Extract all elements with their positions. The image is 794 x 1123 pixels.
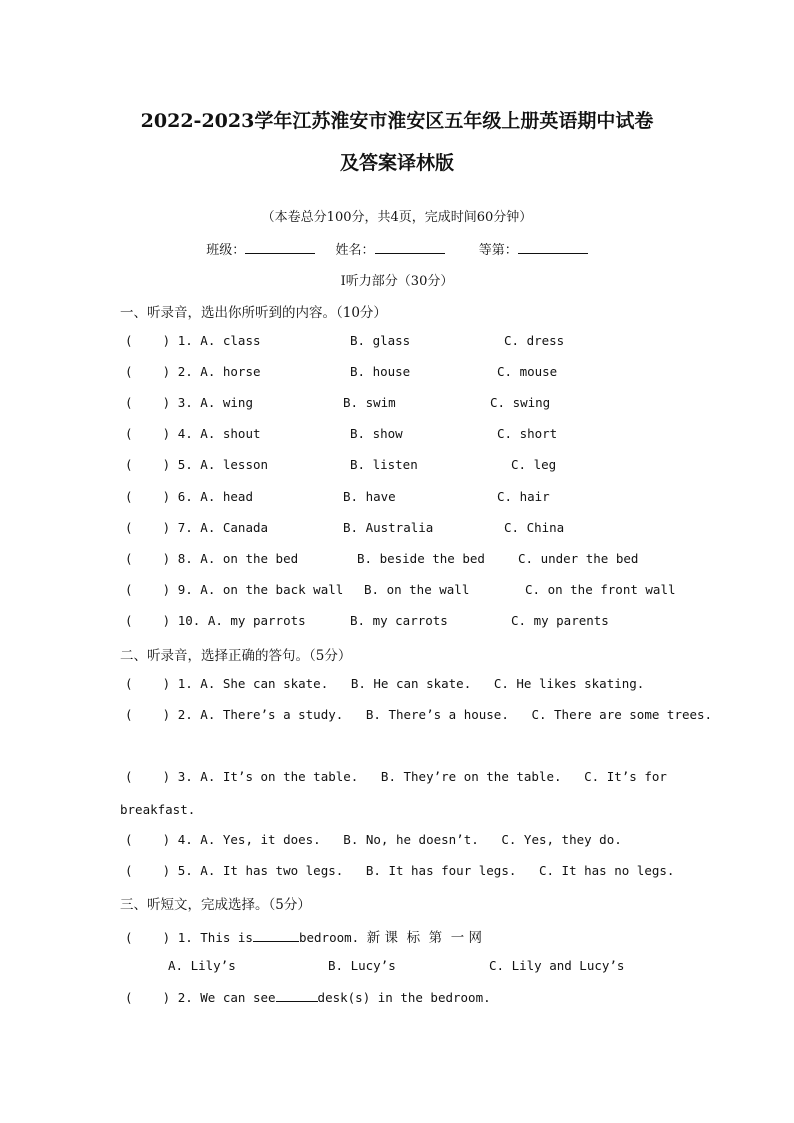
question-number: 4. — [177, 832, 193, 847]
option-c: C. my parents — [511, 613, 609, 628]
option-c: C. hair — [497, 489, 550, 504]
answer-paren-open: ( — [125, 990, 133, 1005]
option-a: A. It’s on the table. — [200, 769, 359, 784]
option-b: B. It has four legs. — [365, 863, 517, 878]
option-c: C. It has no legs. — [538, 863, 675, 878]
name-label: 姓名： — [335, 243, 375, 258]
q2-stem-end: desk(s) in the bedroom. — [317, 990, 491, 1005]
watermark-text: 新 课 标 第 一 网 — [366, 930, 483, 946]
answer-paren[interactable]: ( — [125, 489, 133, 504]
option-a: A. It has two legs. — [200, 863, 344, 878]
answer-paren-close: ) — [162, 613, 171, 628]
grade-field[interactable] — [518, 240, 588, 254]
answer-paren[interactable]: ( — [125, 832, 133, 847]
answer-paren-close: ) — [162, 707, 171, 722]
answer-paren[interactable]: ( — [125, 769, 133, 784]
option-c: C. Yes, they do. — [501, 832, 622, 847]
option-c: C. leg — [511, 457, 557, 472]
exam-title-line1: 2022-2023学年江苏淮安市淮安区五年级上册英语期中试卷 — [140, 110, 654, 132]
option-c: C. on the front wall — [525, 582, 676, 597]
answer-paren[interactable]: ( — [125, 333, 133, 348]
option-a: A. Yes, it does. — [200, 832, 321, 847]
answer-paren[interactable]: ( — [125, 395, 133, 410]
answer-paren-close: ) — [162, 676, 171, 691]
option-c: C. There are some trees. — [531, 707, 713, 722]
answer-paren[interactable]: ( — [125, 613, 133, 628]
answer-paren-close: ) — [162, 364, 171, 379]
option-c: C. dress — [504, 333, 565, 348]
section3-q1 — [125, 926, 482, 946]
answer-paren-close: ) — [162, 395, 171, 410]
class-field[interactable] — [245, 240, 315, 254]
section3-q1-optB: B. Lucy’s — [328, 958, 396, 973]
option-a: A. my parrots — [207, 613, 306, 628]
q1-stem-start: 1. This is — [177, 930, 253, 945]
option-b: B. He can skate. — [350, 676, 472, 691]
option-b: B. listen — [350, 457, 418, 472]
answer-paren[interactable]: ( — [125, 520, 133, 535]
option-c: C. swing — [490, 395, 551, 410]
option-a: A. shout — [200, 426, 261, 441]
option-b: B. glass — [350, 333, 411, 348]
answer-paren[interactable]: ( — [125, 863, 133, 878]
option-b: B. beside the bed — [357, 551, 485, 566]
option-c: C. It’s for — [584, 769, 667, 784]
answer-paren-close: ) — [162, 863, 171, 878]
question-number: 4. — [177, 426, 193, 441]
q2-blank[interactable] — [276, 988, 318, 1002]
option-b: B. show — [350, 426, 403, 441]
option-b: B. on the wall — [364, 582, 470, 597]
part1-header: I听力部分（30分） — [340, 274, 454, 289]
option-c: C. short — [497, 426, 558, 441]
option-a: A. There’s a study. — [200, 707, 344, 722]
option-a: A. She can skate. — [200, 676, 329, 691]
answer-paren-close: ) — [162, 426, 171, 441]
question-number: 1. — [177, 676, 193, 691]
answer-paren-close: ) — [162, 489, 171, 504]
option-a: A. on the back wall — [200, 582, 344, 597]
option-b: B. They’re on the table. — [380, 769, 562, 784]
student-info-fields — [0, 239, 794, 258]
answer-paren-close: ) — [162, 582, 171, 597]
option-a: A. horse — [200, 364, 261, 379]
question-number: 1. — [177, 333, 193, 348]
answer-paren[interactable]: ( — [125, 364, 133, 379]
option-b: B. Australia — [343, 520, 434, 535]
option-c: C. mouse — [497, 364, 558, 379]
question-number: 3. — [177, 769, 193, 784]
question-number: 2. — [177, 364, 193, 379]
answer-paren[interactable]: ( — [125, 707, 133, 722]
option-b: B. No, he doesn’t. — [343, 832, 479, 847]
question-number: 7. — [177, 520, 193, 535]
answer-paren-close: ) — [162, 333, 171, 348]
option-c: C. He likes skating. — [493, 676, 645, 691]
question-number: 9. — [177, 582, 193, 597]
exam-title-line2: 及答案译林版 — [339, 152, 454, 174]
answer-paren-close: ) — [162, 769, 171, 784]
answer-paren[interactable]: ( — [125, 457, 133, 472]
class-label: 班级： — [206, 243, 246, 258]
q2-stem-start: 2. We can see — [177, 990, 276, 1005]
answer-paren-close: ) — [162, 930, 171, 945]
name-field[interactable] — [375, 240, 445, 254]
question-number: 5. — [177, 863, 193, 878]
q1-stem-end: bedroom. — [298, 930, 360, 945]
grade-label: 等第： — [478, 243, 518, 258]
option-c: C. under the bed — [518, 551, 639, 566]
section3-q1-optC: C. Lily and Lucy’s — [489, 958, 625, 973]
question-number: 3. — [177, 395, 193, 410]
answer-paren-close: ) — [162, 551, 171, 566]
option-b: B. my carrots — [350, 613, 448, 628]
section1-heading: 一、听录音，选出你所听到的内容。（10分） — [120, 305, 387, 321]
question-number: 5. — [177, 457, 193, 472]
option-c: C. China — [504, 520, 565, 535]
exam-info: （本卷总分100分，共4页，完成时间60分钟） — [261, 210, 533, 225]
answer-paren[interactable]: ( — [125, 676, 133, 691]
question-number: 10. — [177, 613, 201, 628]
question-number: 2. — [177, 707, 193, 722]
answer-paren[interactable]: ( — [125, 582, 133, 597]
answer-paren[interactable]: ( — [125, 426, 133, 441]
q1-blank[interactable] — [253, 928, 299, 942]
answer-paren-close: ) — [162, 990, 171, 1005]
answer-paren-open: ( — [125, 930, 133, 945]
option-a: A. wing — [200, 395, 253, 410]
option-a: A. on the bed — [200, 551, 299, 566]
option-a: A. Canada — [200, 520, 269, 535]
section2-heading: 二、听录音，选择正确的答句。（5分） — [120, 648, 352, 664]
question-number: 8. — [177, 551, 193, 566]
option-b: B. have — [343, 489, 396, 504]
section3-q1-optA: A. Lily’s — [168, 958, 236, 973]
option-b: B. swim — [343, 395, 396, 410]
answer-paren[interactable]: ( — [125, 551, 133, 566]
answer-paren-close: ) — [162, 832, 171, 847]
answer-paren-close: ) — [162, 457, 171, 472]
option-a: A. head — [200, 489, 253, 504]
option-a: A. lesson — [200, 457, 269, 472]
option-b: B. house — [350, 364, 411, 379]
section3-q2 — [125, 988, 491, 1005]
option-b: B. There’s a house. — [365, 707, 509, 722]
section3-heading: 三、听短文，完成选择。（5分） — [120, 897, 311, 913]
option-a: A. class — [200, 333, 261, 348]
answer-paren-close: ) — [162, 520, 171, 535]
option-c-continued: breakfast. — [120, 802, 196, 817]
question-number: 6. — [177, 489, 193, 504]
